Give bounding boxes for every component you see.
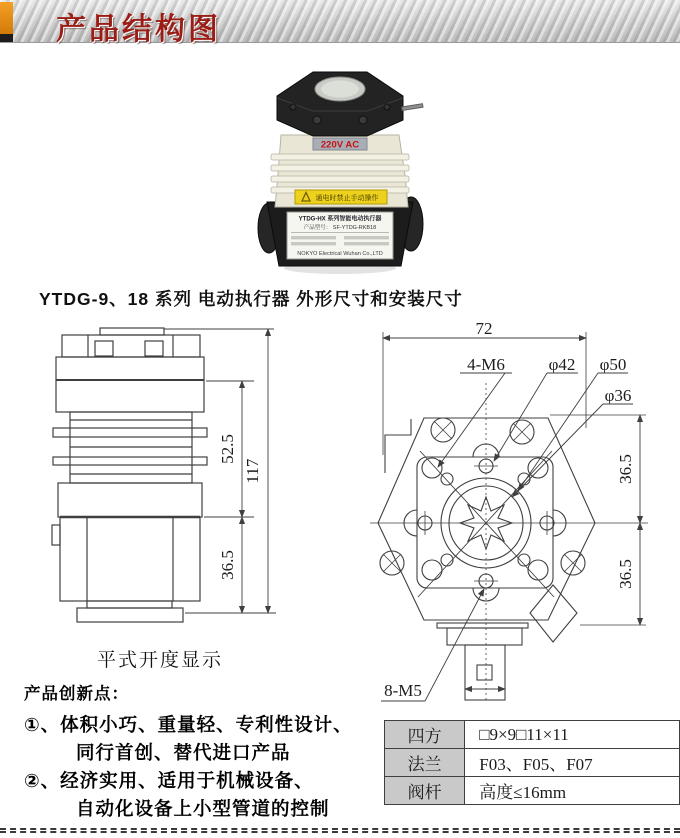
warning-label [295,190,387,204]
innovation-line-3: ②、经济实用、适用于机械设备、 [24,770,314,791]
dim-upper-height: 52.5 [218,434,237,464]
spec-row-flange [385,749,680,777]
actuator-cap [277,72,423,136]
section-title: YTDG-9、18 系列 电动执行器 外形尺寸和安装尺寸 [39,289,463,309]
spec-row-square [385,721,680,749]
drawing-caption: 平式开度显示 [96,650,223,671]
label-d36: φ36 [604,386,632,405]
label-4-m6: 4-M6 [467,355,505,374]
voltage-label [313,138,367,151]
nameplate [287,212,393,259]
nameplate-title: YTDG-HX 系列智能电动执行器 [298,216,382,223]
voltage-text: 220V AC [320,139,360,151]
label-d50: φ50 [599,355,627,374]
header-accent-shadow [0,34,13,42]
spec-label-stem: 阀杆 [385,777,465,805]
dim-upper-half: 36.5 [616,454,635,484]
nameplate-model: 产品型号： SF-YTDG-RKB18 [303,225,377,231]
dim-width: 72 [475,319,493,338]
side-pin [402,104,423,111]
spec-value-flange: F03、F05、F07 [465,749,680,777]
spec-table [384,720,680,805]
spec-row-stem [385,777,680,805]
innovation-line-2: 同行首创、替代进口产品 [76,742,291,763]
warning-text: 通电时禁止手动操作 [315,195,379,202]
innovation-block [24,680,353,823]
spec-label-flange: 法兰 [385,749,465,777]
spec-value-stem: 高度≤16mm [465,777,680,805]
dim-lower-half: 36.5 [616,559,635,589]
innovation-line-1: ①、体积小巧、重量轻、专利性设计、 [24,714,353,735]
label-d42: φ42 [548,355,576,374]
dim-lower-height: 36.5 [218,550,237,580]
innovation-line-4: 自动化设备上小型管道的控制 [76,798,330,819]
nameplate-company: NOKYO Electrical Wuhan Co.,LTD [297,251,383,257]
spec-value-square: □9×9□11×11 [465,721,680,749]
product-photo [255,60,425,280]
header-banner [0,0,680,46]
spec-label-square: 四方 [385,721,465,749]
header-accent-bar [0,2,13,34]
page-title: 产品结构图 [56,13,221,46]
label-8-m5: 8-M5 [384,681,422,700]
side-view-drawing [30,327,280,657]
innovation-heading: 产品创新点： [24,685,129,703]
top-view-drawing [372,319,672,745]
dim-total-height: 117 [243,458,262,484]
bottom-separator [0,828,680,833]
